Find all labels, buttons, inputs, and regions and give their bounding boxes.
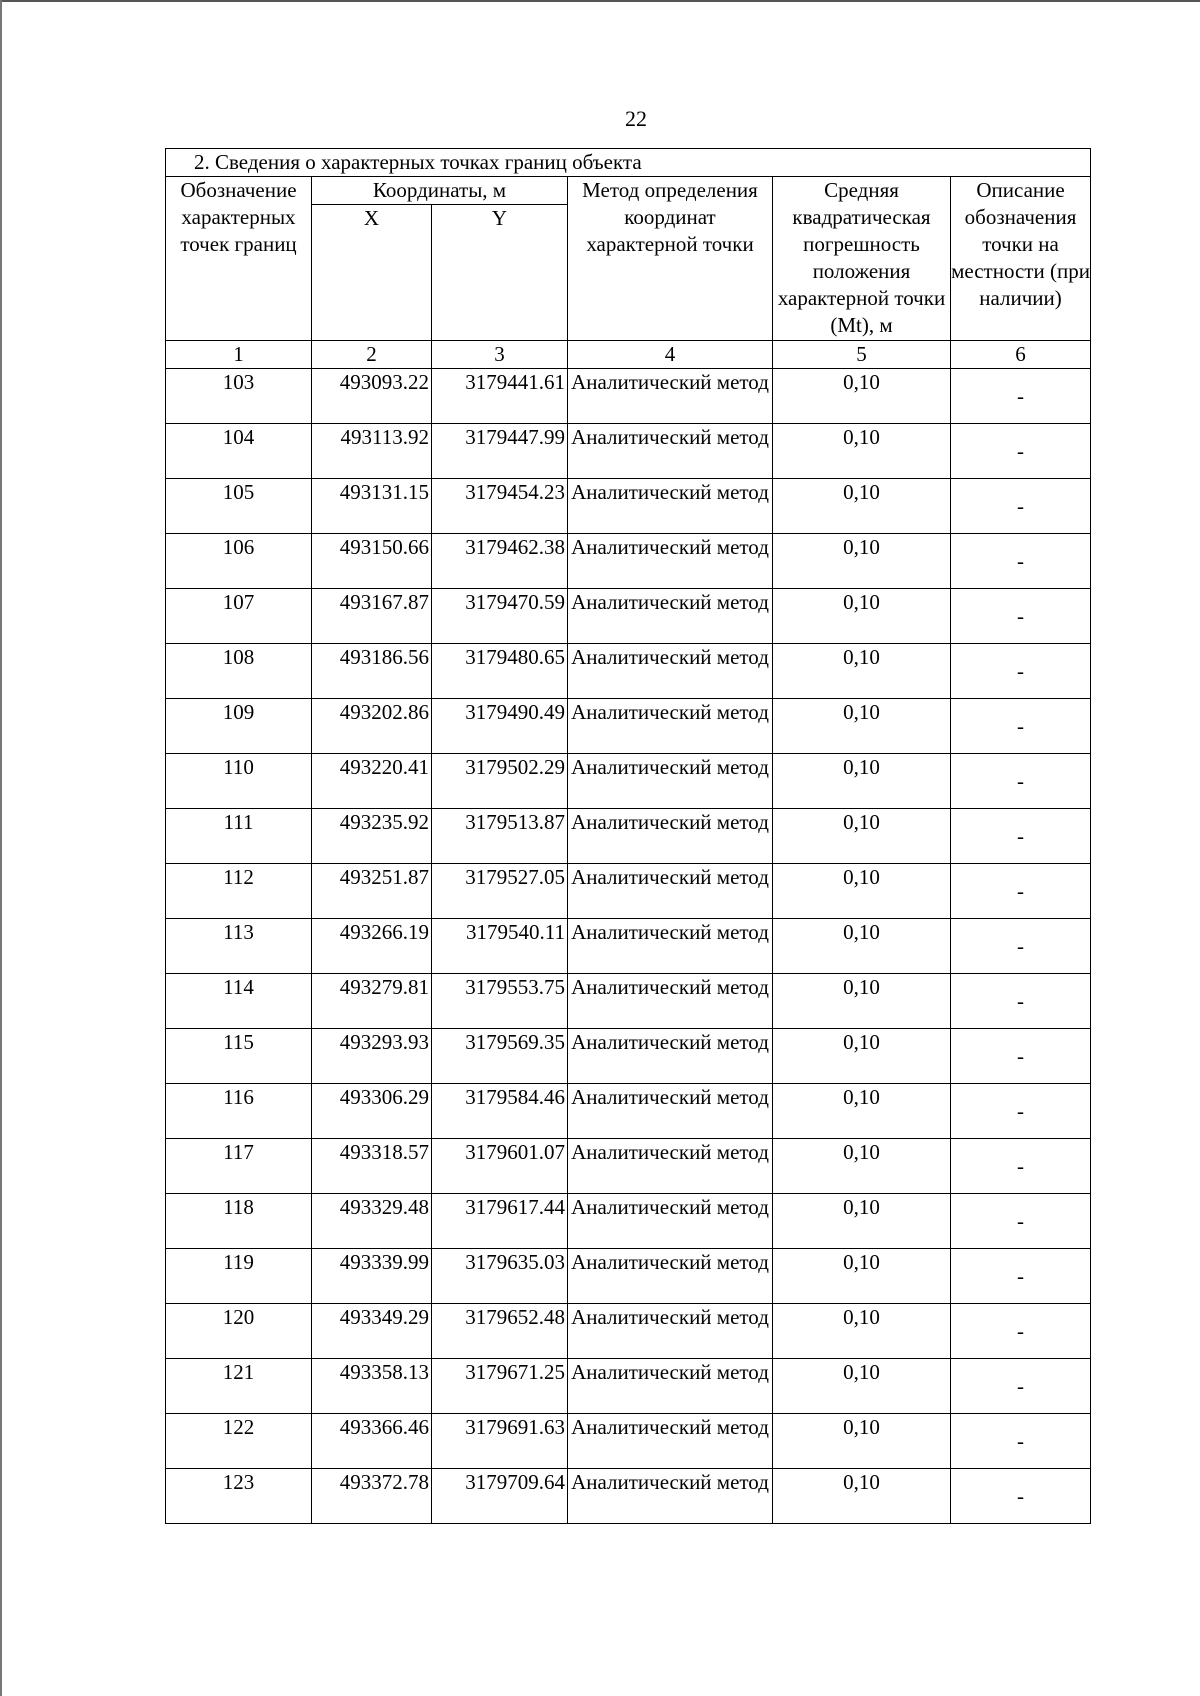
y-coordinate-cell: 3179601.07 [432,1139,568,1194]
error-cell: 0,10 [773,1029,951,1084]
point-id-cell: 116 [166,1084,312,1139]
error-cell: 0,10 [773,1469,951,1524]
method-cell: Аналитический метод [568,919,773,974]
y-coordinate-cell: 3179447.99 [432,424,568,479]
point-id-cell: 110 [166,754,312,809]
x-coordinate-cell: 493372.78 [312,1469,432,1524]
x-coordinate-cell: 493093.22 [312,369,432,424]
x-coordinate-cell: 493358.13 [312,1359,432,1414]
x-coordinate-cell: 493349.29 [312,1304,432,1359]
method-cell: Аналитический метод [568,809,773,864]
point-id-cell: 121 [166,1359,312,1414]
point-id-cell: 109 [166,699,312,754]
header-error: Средняя квадратическая погрешность положения характерной точки (Mt), м [773,177,951,341]
method-cell: Аналитический метод [568,589,773,644]
table-caption: 2. Сведения о характерных точках границ объекта [166,149,1091,177]
description-cell: - [951,864,1091,919]
y-coordinate-cell: 3179652.48 [432,1304,568,1359]
error-cell: 0,10 [773,1084,951,1139]
point-id-cell: 120 [166,1304,312,1359]
x-coordinate-cell: 493306.29 [312,1084,432,1139]
method-cell: Аналитический метод [568,1249,773,1304]
table-row [166,1084,1091,1139]
x-coordinate-cell: 493251.87 [312,864,432,919]
header-y: Y [432,205,568,341]
column-number-row [166,341,1091,369]
table-row [166,534,1091,589]
point-id-cell: 103 [166,369,312,424]
table-row [166,754,1091,809]
point-id-cell: 106 [166,534,312,589]
error-cell: 0,10 [773,699,951,754]
x-coordinate-cell: 493329.48 [312,1194,432,1249]
x-coordinate-cell: 493266.19 [312,919,432,974]
error-cell: 0,10 [773,1359,951,1414]
point-id-cell: 123 [166,1469,312,1524]
header-x: X [312,205,432,341]
y-coordinate-cell: 3179635.03 [432,1249,568,1304]
error-cell: 0,10 [773,1414,951,1469]
description-cell: - [951,534,1091,589]
description-cell: - [951,1469,1091,1524]
table-header-row [166,177,1091,205]
table-row [166,919,1091,974]
header-point: Обозначение характерных точек границ [166,177,312,341]
error-cell: 0,10 [773,589,951,644]
x-coordinate-cell: 493318.57 [312,1139,432,1194]
column-number: 3 [432,341,568,369]
point-id-cell: 122 [166,1414,312,1469]
description-cell: - [951,919,1091,974]
point-id-cell: 112 [166,864,312,919]
method-cell: Аналитический метод [568,754,773,809]
error-cell: 0,10 [773,754,951,809]
table-row [166,424,1091,479]
x-coordinate-cell: 493167.87 [312,589,432,644]
table-row [166,1414,1091,1469]
y-coordinate-cell: 3179671.25 [432,1359,568,1414]
description-cell: - [951,1304,1091,1359]
header-method: Метод определения координат характерной точки [568,177,773,341]
method-cell: Аналитический метод [568,644,773,699]
error-cell: 0,10 [773,1249,951,1304]
table-row [166,864,1091,919]
x-coordinate-cell: 493339.99 [312,1249,432,1304]
method-cell: Аналитический метод [568,1029,773,1084]
method-cell: Аналитический метод [568,974,773,1029]
y-coordinate-cell: 3179454.23 [432,479,568,534]
point-id-cell: 119 [166,1249,312,1304]
header-description: Описание обозначения точки на местности (при наличии) [951,177,1091,341]
error-cell: 0,10 [773,1139,951,1194]
point-id-cell: 105 [166,479,312,534]
y-coordinate-cell: 3179584.46 [432,1084,568,1139]
method-cell: Аналитический метод [568,1304,773,1359]
scan-top-edge [0,0,1200,2]
column-number: 1 [166,341,312,369]
description-cell: - [951,644,1091,699]
method-cell: Аналитический метод [568,369,773,424]
y-coordinate-cell: 3179569.35 [432,1029,568,1084]
table-row [166,1249,1091,1304]
y-coordinate-cell: 3179617.44 [432,1194,568,1249]
description-cell: - [951,589,1091,644]
table-row [166,1029,1091,1084]
error-cell: 0,10 [773,369,951,424]
table-row [166,974,1091,1029]
x-coordinate-cell: 493220.41 [312,754,432,809]
point-id-cell: 118 [166,1194,312,1249]
x-coordinate-cell: 493131.15 [312,479,432,534]
x-coordinate-cell: 493279.81 [312,974,432,1029]
error-cell: 0,10 [773,479,951,534]
description-cell: - [951,699,1091,754]
x-coordinate-cell: 493150.66 [312,534,432,589]
description-cell: - [951,974,1091,1029]
error-cell: 0,10 [773,534,951,589]
y-coordinate-cell: 3179553.75 [432,974,568,1029]
description-cell: - [951,1194,1091,1249]
method-cell: Аналитический метод [568,1414,773,1469]
description-cell: - [951,1139,1091,1194]
point-id-cell: 114 [166,974,312,1029]
table-row [166,1194,1091,1249]
error-cell: 0,10 [773,919,951,974]
point-id-cell: 104 [166,424,312,479]
header-coordinates: Координаты, м [312,177,568,205]
x-coordinate-cell: 493186.56 [312,644,432,699]
description-cell: - [951,479,1091,534]
y-coordinate-cell: 3179462.38 [432,534,568,589]
column-number: 2 [312,341,432,369]
y-coordinate-cell: 3179709.64 [432,1469,568,1524]
table-caption-row [166,149,1091,177]
method-cell: Аналитический метод [568,1469,773,1524]
description-cell: - [951,1029,1091,1084]
description-cell: - [951,424,1091,479]
x-coordinate-cell: 493235.92 [312,809,432,864]
method-cell: Аналитический метод [568,1359,773,1414]
description-cell: - [951,1084,1091,1139]
method-cell: Аналитический метод [568,1084,773,1139]
y-coordinate-cell: 3179502.29 [432,754,568,809]
error-cell: 0,10 [773,974,951,1029]
y-coordinate-cell: 3179470.59 [432,589,568,644]
method-cell: Аналитический метод [568,424,773,479]
method-cell: Аналитический метод [568,1139,773,1194]
method-cell: Аналитический метод [568,479,773,534]
description-cell: - [951,369,1091,424]
column-number: 4 [568,341,773,369]
table-row [166,1139,1091,1194]
boundary-points-table [165,148,1091,1524]
table-row [166,1304,1091,1359]
error-cell: 0,10 [773,1194,951,1249]
column-number: 5 [773,341,951,369]
page-number: 22 [625,106,647,131]
point-id-cell: 107 [166,589,312,644]
point-id-cell: 113 [166,919,312,974]
description-cell: - [951,1249,1091,1304]
x-coordinate-cell: 493366.46 [312,1414,432,1469]
table-row [166,699,1091,754]
point-id-cell: 108 [166,644,312,699]
point-id-cell: 115 [166,1029,312,1084]
table-row [166,589,1091,644]
y-coordinate-cell: 3179540.11 [432,919,568,974]
x-coordinate-cell: 493293.93 [312,1029,432,1084]
y-coordinate-cell: 3179513.87 [432,809,568,864]
table-row [166,809,1091,864]
table-row [166,479,1091,534]
description-cell: - [951,754,1091,809]
column-number: 6 [951,341,1091,369]
method-cell: Аналитический метод [568,534,773,589]
description-cell: - [951,809,1091,864]
error-cell: 0,10 [773,424,951,479]
scan-left-edge [0,0,2,1696]
error-cell: 0,10 [773,809,951,864]
error-cell: 0,10 [773,644,951,699]
table-row [166,644,1091,699]
table-row [166,369,1091,424]
table-row [166,1469,1091,1524]
y-coordinate-cell: 3179490.49 [432,699,568,754]
method-cell: Аналитический метод [568,1194,773,1249]
table-row [166,1359,1091,1414]
method-cell: Аналитический метод [568,864,773,919]
error-cell: 0,10 [773,1304,951,1359]
y-coordinate-cell: 3179480.65 [432,644,568,699]
y-coordinate-cell: 3179691.63 [432,1414,568,1469]
x-coordinate-cell: 493113.92 [312,424,432,479]
description-cell: - [951,1359,1091,1414]
y-coordinate-cell: 3179527.05 [432,864,568,919]
method-cell: Аналитический метод [568,699,773,754]
x-coordinate-cell: 493202.86 [312,699,432,754]
point-id-cell: 117 [166,1139,312,1194]
point-id-cell: 111 [166,809,312,864]
y-coordinate-cell: 3179441.61 [432,369,568,424]
error-cell: 0,10 [773,864,951,919]
description-cell: - [951,1414,1091,1469]
